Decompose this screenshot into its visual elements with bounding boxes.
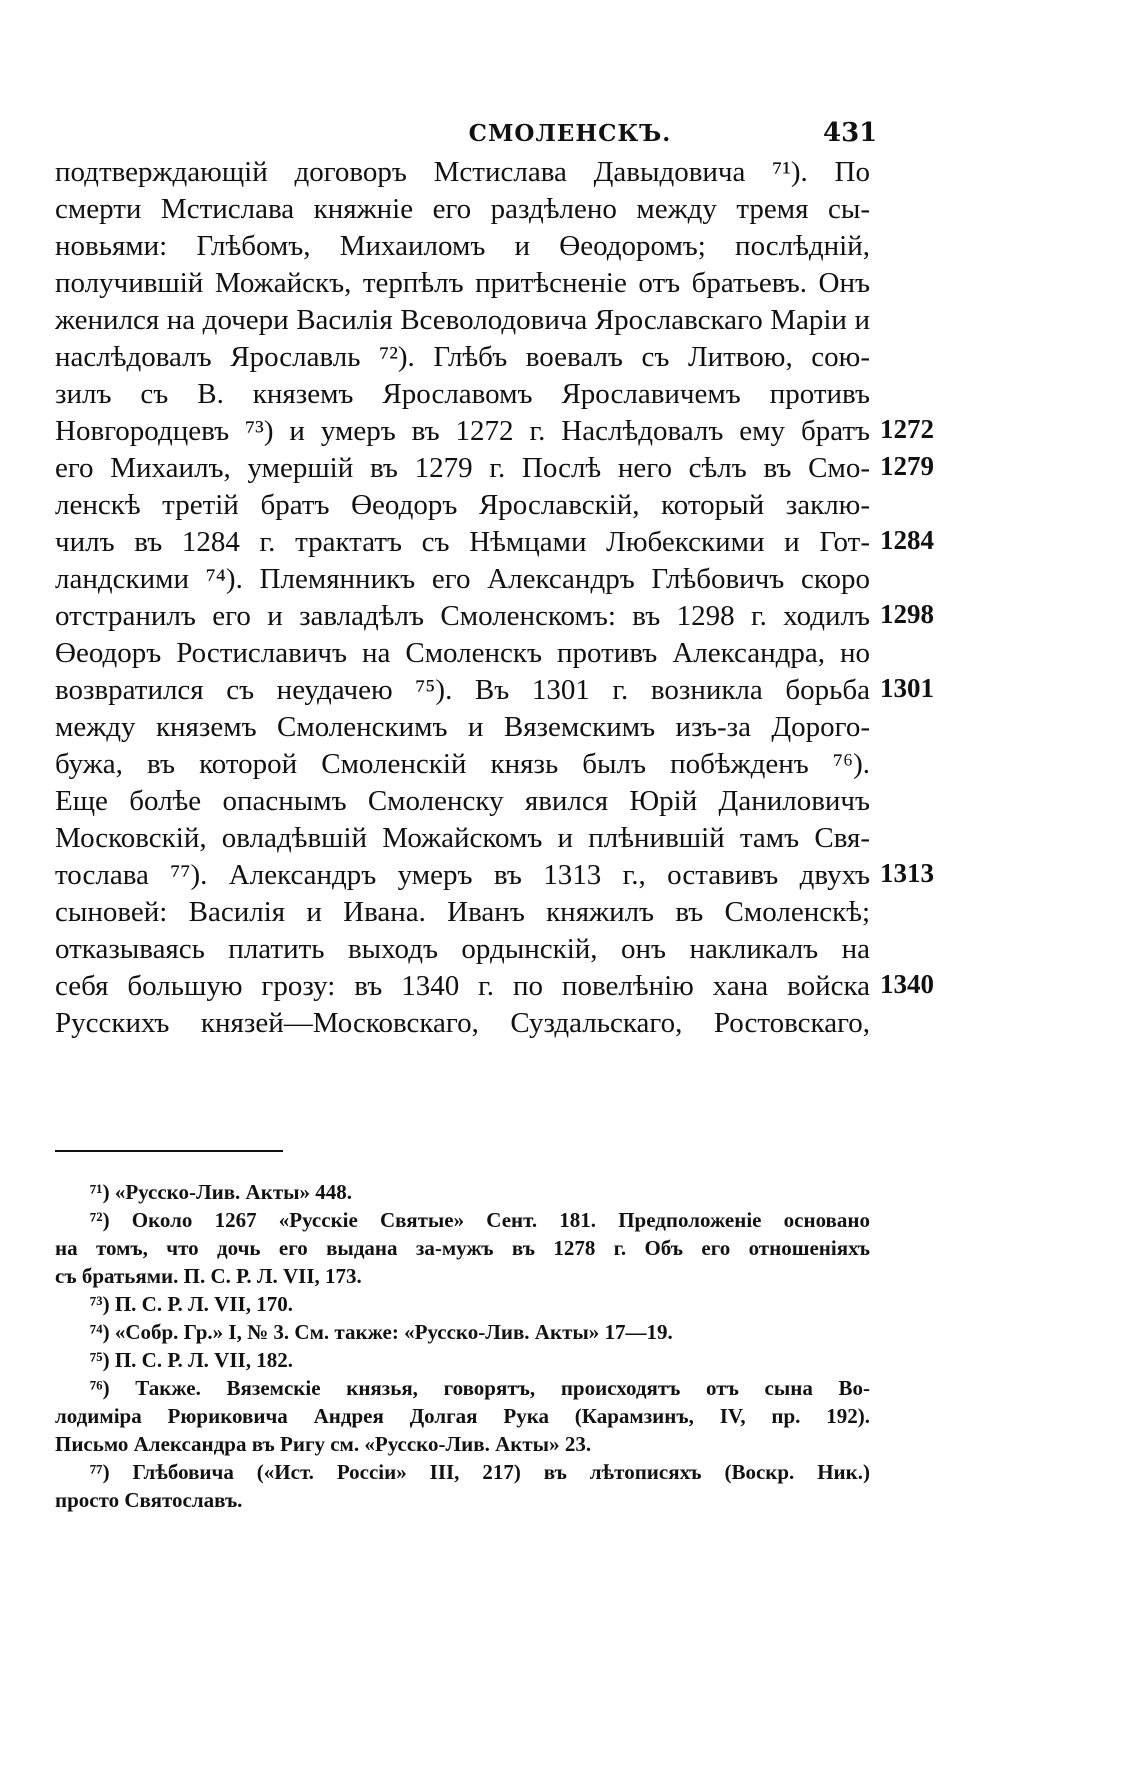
- body-line: себя большую грозу: въ 1340 г. по повелѣнію хана войска: [55, 970, 870, 1002]
- footnote-line: лодиміра Рюриковича Андрея Долгая Рука (Карамзинъ, IV, пр. 192).: [55, 1404, 870, 1428]
- body-line: Русскихъ князей—Московскаго, Суздальскаго, Ростовскаго,: [55, 1007, 870, 1039]
- body-line: сыновей: Василія и Ивана. Иванъ княжилъ въ Смоленскѣ;: [55, 896, 870, 928]
- body-line: отказываясь платить выходъ ордынскій, онъ накликалъ на: [55, 933, 870, 965]
- body-line: ленскѣ третій братъ Өеодоръ Ярославскій, который заклю-: [55, 489, 870, 521]
- running-header-title: СМОЛЕНСКЪ.: [468, 120, 672, 147]
- body-line: возвратился съ неудачею ⁷⁵). Въ 1301 г. возникла борьба: [55, 674, 870, 706]
- footnote-line: ⁷⁴) «Собр. Гр.» I, № 3. См. также: «Русско-Лив. Акты» 17—19.: [90, 1320, 673, 1344]
- body-line: зилъ съ В. княземъ Ярославомъ Ярославичемъ противъ: [55, 378, 870, 410]
- margin-year: 1284: [880, 525, 934, 555]
- footnote-line: Письмо Александра въ Ригу см. «Русско-Лив. Акты» 23.: [55, 1432, 592, 1456]
- footnote-divider: [55, 1150, 283, 1152]
- body-line: новьями: Глѣбомъ, Михаиломъ и Өеодоромъ; послѣдній,: [55, 230, 870, 262]
- footnote-line: ⁷⁶) Также. Вяземскіе князья, говорятъ, происходятъ отъ сына Во-: [90, 1376, 870, 1400]
- footnote-line: ⁷²) Около 1267 «Русскіе Святые» Сент. 181. Предположеніе основано: [90, 1208, 870, 1232]
- body-line: Еще болѣе опаснымъ Смоленску явился Юрій Даниловичъ: [55, 785, 870, 817]
- body-line: тослава ⁷⁷). Александръ умеръ въ 1313 г., оставивъ двухъ: [55, 859, 870, 891]
- footnote-line: ⁷⁵) П. С. Р. Л. VII, 182.: [90, 1348, 293, 1372]
- margin-year: 1340: [880, 969, 934, 999]
- page-number: 431: [823, 118, 878, 148]
- footnote-line: съ братьями. П. С. Р. Л. VII, 173.: [55, 1264, 362, 1288]
- margin-year: 1301: [880, 673, 934, 703]
- body-line: его Михаилъ, умершій въ 1279 г. Послѣ него сѣлъ въ Смо-: [55, 452, 870, 484]
- body-line: ландскими ⁷⁴). Племянникъ его Александръ Глѣбовичъ скоро: [55, 563, 870, 595]
- margin-year: 1272: [880, 414, 934, 444]
- footnote-line: просто Святославъ.: [55, 1488, 243, 1512]
- body-line: получившій Можайскъ, терпѣлъ притѣсненіе отъ братьевъ. Онъ: [55, 267, 870, 299]
- body-line: чилъ въ 1284 г. трактатъ съ Нѣмцами Любекскими и Гот-: [55, 526, 870, 558]
- body-line: между княземъ Смоленскимъ и Вяземскимъ изъ-за Дорого-: [55, 711, 870, 743]
- footnote-line: ⁷¹) «Русско-Лив. Акты» 448.: [90, 1180, 353, 1204]
- body-line: отстранилъ его и завладѣлъ Смоленскомъ: въ 1298 г. ходилъ: [55, 600, 870, 632]
- margin-year: 1298: [880, 599, 934, 629]
- body-line: Московскій, овладѣвшій Можайскомъ и плѣнившій тамъ Свя-: [55, 822, 870, 854]
- body-line: Өеодоръ Ростиславичъ на Смоленскъ противъ Александра, но: [55, 637, 870, 669]
- footnote-line: ⁷³) П. С. Р. Л. VII, 170.: [90, 1292, 293, 1316]
- margin-year: 1313: [880, 858, 934, 888]
- body-line: подтверждающій договоръ Мстислава Давыдовича ⁷¹). По: [55, 156, 870, 188]
- footnote-line: ⁷⁷) Глѣбовича («Ист. Россіи» III, 217) въ лѣтописяхъ (Воскр. Ник.): [90, 1460, 870, 1484]
- body-line: женился на дочери Василія Всеволодовича Ярославскаго Маріи и: [55, 304, 870, 336]
- footnote-line: на томъ, что дочь его выдана за-мужъ въ 1278 г. Объ его отношеніяхъ: [55, 1236, 870, 1260]
- body-line: смерти Мстислава княжніе его раздѣлено между тремя сы-: [55, 193, 870, 225]
- body-line: наслѣдовалъ Ярославль ⁷²). Глѣбъ воевалъ съ Литвою, сою-: [55, 341, 870, 373]
- body-line: бужа, въ которой Смоленскій князь былъ побѣжденъ ⁷⁶).: [55, 748, 870, 780]
- margin-year: 1279: [880, 451, 934, 481]
- body-line: Новгородцевъ ⁷³) и умеръ въ 1272 г. Наслѣдовалъ ему братъ: [55, 415, 870, 447]
